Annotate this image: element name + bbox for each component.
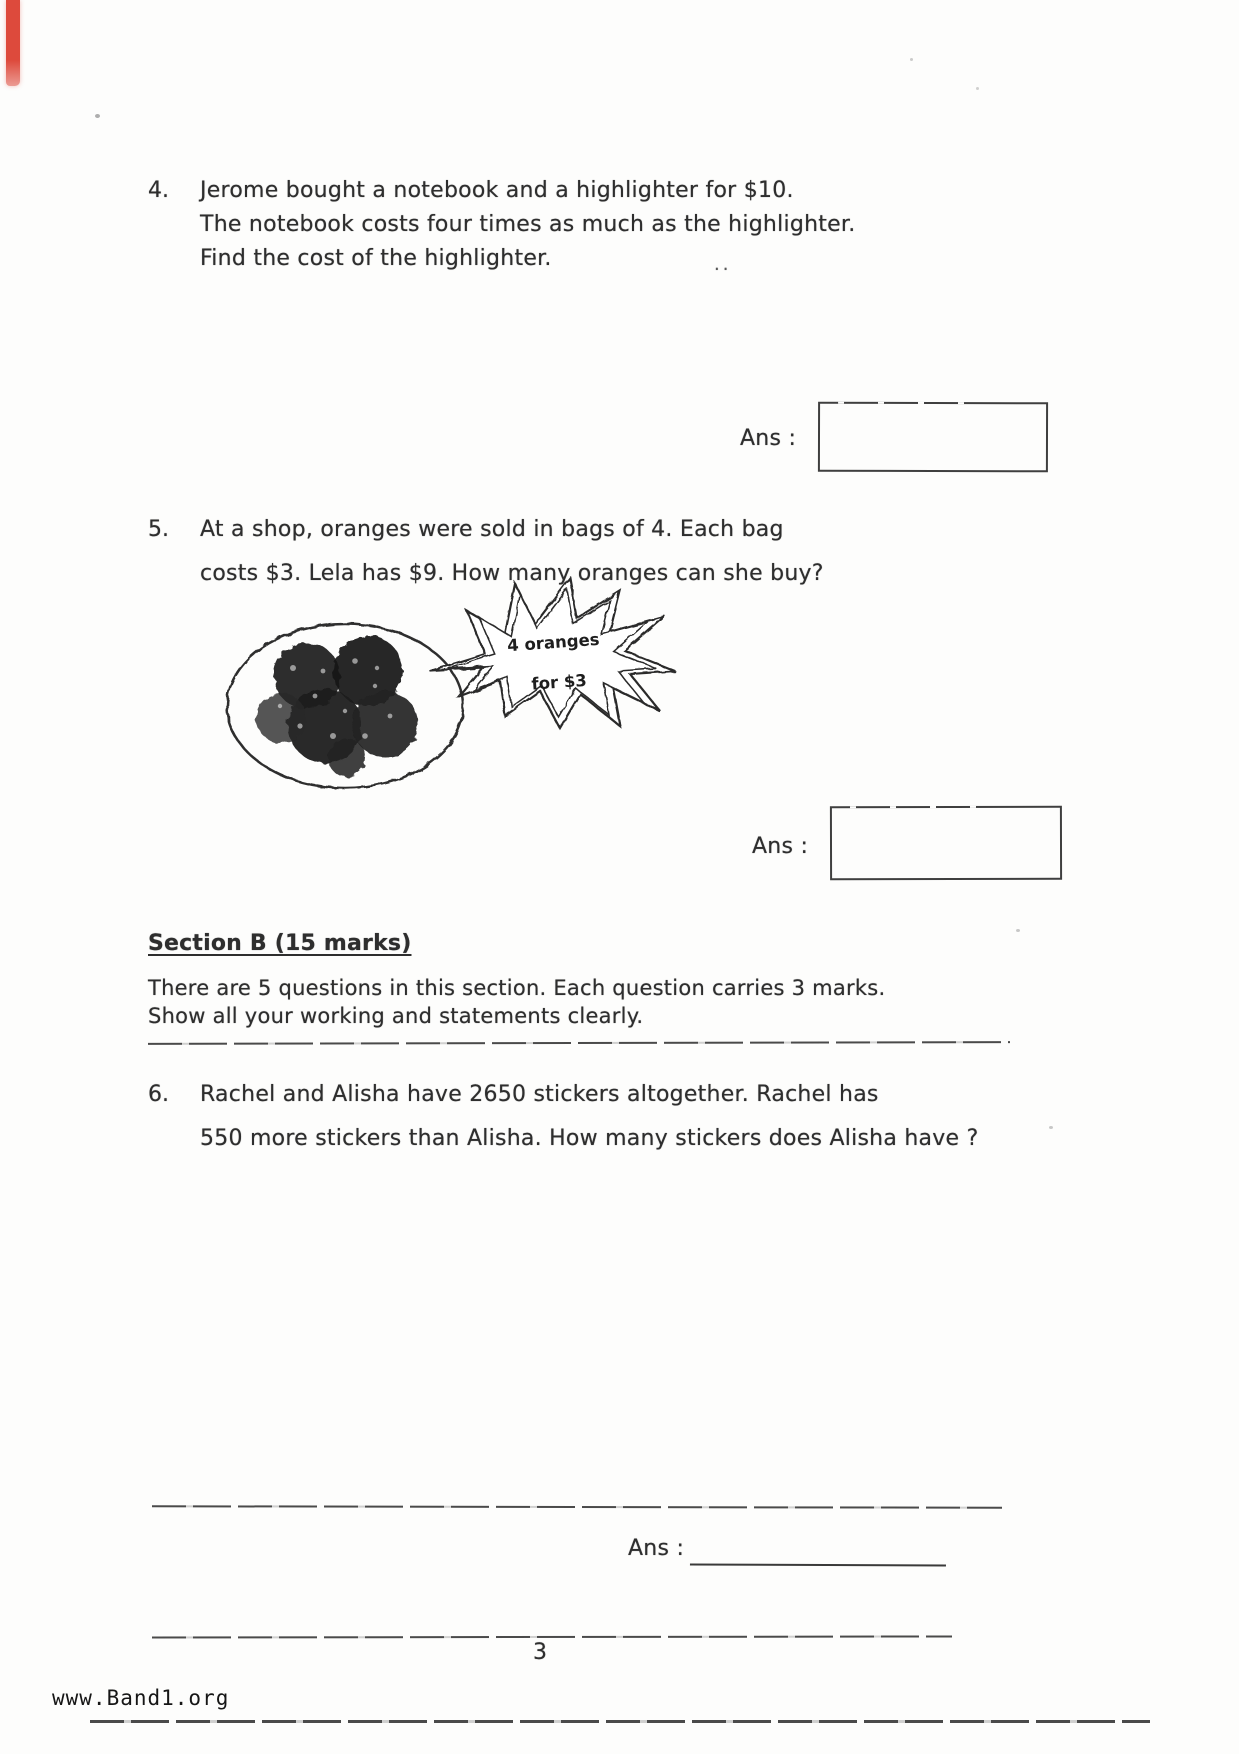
scan-speck [1016, 929, 1020, 932]
scan-artifact-red-strip [6, 0, 20, 86]
scan-speck [910, 58, 913, 61]
q4-line-3: Find the cost of the highlighter. [200, 246, 552, 271]
bottom-edge-line [90, 1720, 1150, 1723]
q6-ans-label: Ans : [628, 1536, 685, 1561]
section-b-instruction-2: Show all your working and statements clearly. [148, 1004, 644, 1028]
q5-ans-label: Ans : [752, 834, 809, 859]
page-number: 3 [533, 1640, 547, 1665]
watermark: www.Band1.org [52, 1686, 230, 1710]
section-b-heading: Section B (15 marks) [148, 931, 412, 956]
q4-number: 4. [148, 178, 169, 203]
scan-speck [95, 114, 100, 118]
section-b-instruction-1: There are 5 questions in this section. Each question carries 3 marks. [148, 976, 886, 1000]
scan-speck [1049, 1126, 1053, 1129]
q6-line-2: 550 more stickers than Alisha. How many stickers does Alisha have ? [200, 1126, 979, 1151]
q6-answer-line[interactable] [690, 1538, 946, 1567]
q5-line-1: At a shop, oranges were sold in bags of 4. Each bag [200, 517, 784, 542]
q5-figure [205, 576, 705, 796]
scan-speck [976, 87, 979, 90]
q4-ans-label: Ans : [740, 426, 797, 451]
q5-number: 5. [148, 517, 169, 542]
divider-above-page-number [152, 1635, 952, 1638]
q4-line-2: The notebook costs four times as much as the highlighter. [200, 212, 856, 237]
q4-answer-box[interactable] [818, 402, 1048, 473]
stray-dots: .. [714, 254, 732, 275]
section-divider [148, 1041, 1010, 1045]
q4-line-1: Jerome bought a notebook and a highlighter for $10. [200, 178, 794, 203]
burst-text-line-2: for $3 [530, 670, 588, 694]
divider-above-answer [152, 1505, 1002, 1508]
q5-answer-box[interactable] [830, 806, 1062, 881]
q6-number: 6. [148, 1082, 169, 1107]
burst-text-line-1: 4 oranges [506, 629, 601, 656]
q5-line-2: costs $3. Lela has $9. How many oranges can she buy? [200, 561, 824, 586]
price-burst [430, 578, 675, 728]
q6-line-1: Rachel and Alisha have 2650 stickers altogether. Rachel has [200, 1082, 879, 1107]
